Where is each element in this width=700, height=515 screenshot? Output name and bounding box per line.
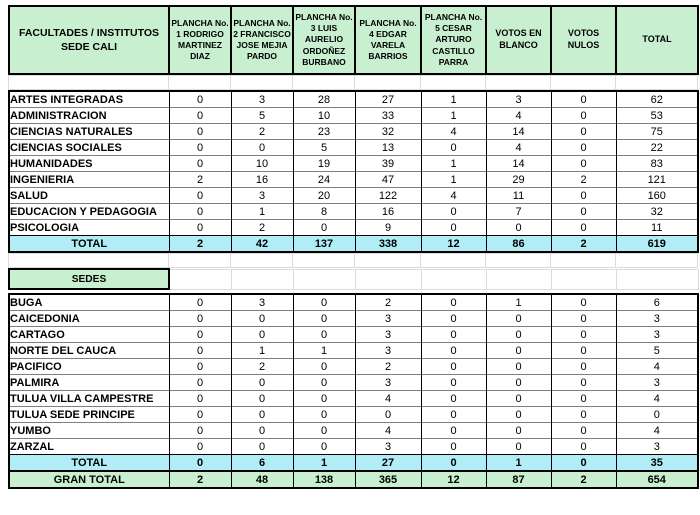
value-cell: 1 — [421, 156, 486, 172]
value-cell: 0 — [231, 423, 293, 439]
value-cell: 53 — [616, 108, 698, 124]
spacer-row — [8, 75, 698, 90]
value-cell: 365 — [355, 471, 421, 488]
column-header-plancha-3: PLANCHA No. 3 LUIS AURELIO ORDOÑEZ BURBANO — [293, 6, 355, 74]
table-row — [9, 156, 698, 172]
value-cell: 32 — [355, 124, 421, 140]
value-cell: 0 — [421, 140, 486, 156]
value-cell: 0 — [293, 407, 355, 423]
value-cell: 2 — [231, 359, 293, 375]
value-cell: 0 — [293, 391, 355, 407]
value-cell: 0 — [169, 439, 231, 455]
value-cell: 0 — [169, 455, 231, 472]
table-row — [9, 188, 698, 204]
value-cell: 62 — [616, 91, 698, 108]
value-cell: 0 — [293, 311, 355, 327]
value-cell: 0 — [169, 156, 231, 172]
value-cell: 8 — [293, 204, 355, 220]
value-cell: 0 — [421, 204, 486, 220]
results-header — [8, 5, 699, 75]
value-cell: 160 — [616, 188, 698, 204]
value-cell: 4 — [616, 391, 698, 407]
value-cell: 0 — [169, 359, 231, 375]
value-cell: 0 — [169, 140, 231, 156]
value-cell: 29 — [486, 172, 551, 188]
value-cell: 0 — [551, 439, 616, 455]
value-cell: 137 — [293, 236, 355, 253]
value-cell: 2 — [355, 294, 421, 311]
value-cell: 0 — [486, 407, 551, 423]
value-cell: 0 — [551, 407, 616, 423]
value-cell: 27 — [355, 455, 421, 472]
value-cell: 0 — [421, 311, 486, 327]
value-cell: 0 — [551, 220, 616, 236]
value-cell: 0 — [169, 391, 231, 407]
value-cell: 0 — [169, 108, 231, 124]
value-cell: 2 — [551, 471, 616, 488]
value-cell: 0 — [421, 294, 486, 311]
value-cell: 0 — [421, 359, 486, 375]
value-cell: 0 — [421, 455, 486, 472]
value-cell: 3 — [231, 188, 293, 204]
value-cell: 1 — [231, 204, 293, 220]
table-row — [9, 108, 698, 124]
row-label: CIENCIAS SOCIALES — [9, 140, 169, 156]
row-label: EDUCACION Y PEDAGOGIA — [9, 204, 169, 220]
value-cell: 48 — [231, 471, 293, 488]
row-label: BUGA — [9, 294, 169, 311]
value-cell: 32 — [616, 204, 698, 220]
column-header-plancha-1: PLANCHA No. 1 RODRIGO MARTINEZ DIAZ — [169, 6, 231, 74]
value-cell: 39 — [355, 156, 421, 172]
table-row — [9, 140, 698, 156]
column-header-plancha-5: PLANCHA No. 5 CESAR ARTURO CASTILLO PARRA — [421, 6, 486, 74]
value-cell: 0 — [231, 327, 293, 343]
value-cell: 47 — [355, 172, 421, 188]
table-row — [9, 439, 698, 455]
value-cell: 0 — [169, 327, 231, 343]
value-cell: 1 — [421, 172, 486, 188]
value-cell: 2 — [551, 236, 616, 253]
value-cell: 2 — [231, 220, 293, 236]
value-cell: 0 — [616, 407, 698, 423]
row-label: YUMBO — [9, 423, 169, 439]
value-cell: 16 — [231, 172, 293, 188]
value-cell: 0 — [551, 455, 616, 472]
value-cell: 87 — [486, 471, 551, 488]
value-cell: 0 — [293, 375, 355, 391]
row-label: PALMIRA — [9, 375, 169, 391]
value-cell: 13 — [355, 140, 421, 156]
table-row — [9, 294, 698, 311]
value-cell: 3 — [486, 91, 551, 108]
value-cell: 0 — [486, 220, 551, 236]
table-row — [9, 91, 698, 108]
value-cell: 0 — [551, 311, 616, 327]
row-label: GRAN TOTAL — [9, 471, 169, 488]
value-cell: 16 — [355, 204, 421, 220]
value-cell: 0 — [169, 407, 231, 423]
value-cell: 86 — [486, 236, 551, 253]
value-cell: 0 — [169, 188, 231, 204]
value-cell: 0 — [169, 311, 231, 327]
value-cell: 27 — [355, 91, 421, 108]
value-cell: 122 — [355, 188, 421, 204]
column-header-votos-nulos: VOTOS NULOS — [551, 6, 616, 74]
value-cell: 3 — [231, 294, 293, 311]
value-cell: 0 — [293, 294, 355, 311]
value-cell: 0 — [486, 359, 551, 375]
value-cell: 0 — [551, 375, 616, 391]
value-cell: 619 — [616, 236, 698, 253]
value-cell: 1 — [293, 343, 355, 359]
value-cell: 5 — [616, 343, 698, 359]
row-label: TOTAL — [9, 236, 169, 253]
row-label: NORTE DEL CAUCA — [9, 343, 169, 359]
value-cell: 1 — [421, 91, 486, 108]
value-cell: 23 — [293, 124, 355, 140]
column-header-facultades: FACULTADES / INSTITUTOS SEDE CALI — [9, 6, 169, 74]
value-cell: 0 — [169, 124, 231, 140]
table-row — [9, 311, 698, 327]
value-cell: 14 — [486, 156, 551, 172]
value-cell: 0 — [486, 343, 551, 359]
row-label: ADMINISTRACION — [9, 108, 169, 124]
value-cell: 4 — [486, 108, 551, 124]
value-cell: 24 — [293, 172, 355, 188]
value-cell: 3 — [616, 375, 698, 391]
value-cell: 4 — [421, 188, 486, 204]
row-label: INGENIERIA — [9, 172, 169, 188]
value-cell: 4 — [486, 140, 551, 156]
value-cell: 654 — [616, 471, 698, 488]
row-label: SALUD — [9, 188, 169, 204]
grand-total-row — [9, 471, 698, 488]
faculties-table — [8, 90, 699, 253]
value-cell: 4 — [616, 359, 698, 375]
table-row — [9, 327, 698, 343]
value-cell: 12 — [421, 471, 486, 488]
value-cell: 0 — [231, 311, 293, 327]
value-cell: 20 — [293, 188, 355, 204]
row-label: TOTAL — [9, 455, 169, 472]
value-cell: 11 — [486, 188, 551, 204]
value-cell: 2 — [231, 124, 293, 140]
value-cell: 3 — [616, 327, 698, 343]
value-cell: 121 — [616, 172, 698, 188]
value-cell: 0 — [421, 439, 486, 455]
column-header-plancha-2: PLANCHA No. 2 FRANCISCO JOSE MEJIA PARDO — [231, 6, 293, 74]
table-row — [9, 391, 698, 407]
value-cell: 33 — [355, 108, 421, 124]
value-cell: 0 — [551, 108, 616, 124]
value-cell: 0 — [231, 439, 293, 455]
value-cell: 0 — [231, 407, 293, 423]
value-cell: 83 — [616, 156, 698, 172]
value-cell: 0 — [421, 423, 486, 439]
value-cell: 28 — [293, 91, 355, 108]
value-cell: 0 — [486, 311, 551, 327]
value-cell: 0 — [231, 391, 293, 407]
sedes-header — [8, 268, 699, 290]
value-cell: 6 — [231, 455, 293, 472]
value-cell: 338 — [355, 236, 421, 253]
value-cell: 0 — [293, 220, 355, 236]
value-cell: 0 — [293, 423, 355, 439]
value-cell: 9 — [355, 220, 421, 236]
value-cell: 0 — [551, 294, 616, 311]
column-header-votos-blanco: VOTOS EN BLANCO — [486, 6, 551, 74]
value-cell: 2 — [169, 236, 231, 253]
value-cell: 3 — [231, 91, 293, 108]
table-row — [9, 343, 698, 359]
value-cell: 138 — [293, 471, 355, 488]
value-cell: 0 — [421, 391, 486, 407]
value-cell: 0 — [421, 327, 486, 343]
value-cell: 0 — [421, 407, 486, 423]
value-cell: 0 — [486, 439, 551, 455]
table-row — [9, 204, 698, 220]
value-cell: 5 — [293, 140, 355, 156]
value-cell: 0 — [231, 140, 293, 156]
value-cell: 1 — [293, 455, 355, 472]
value-cell: 0 — [169, 375, 231, 391]
value-cell: 0 — [169, 294, 231, 311]
value-cell: 14 — [486, 124, 551, 140]
value-cell: 2 — [355, 359, 421, 375]
value-cell: 11 — [616, 220, 698, 236]
value-cell: 0 — [551, 327, 616, 343]
table-row — [9, 407, 698, 423]
value-cell: 12 — [421, 236, 486, 253]
value-cell: 10 — [231, 156, 293, 172]
value-cell: 75 — [616, 124, 698, 140]
value-cell: 0 — [551, 423, 616, 439]
value-cell: 0 — [421, 343, 486, 359]
value-cell: 1 — [421, 108, 486, 124]
value-cell: 2 — [169, 471, 231, 488]
value-cell: 0 — [169, 423, 231, 439]
value-cell: 1 — [486, 455, 551, 472]
value-cell: 0 — [551, 359, 616, 375]
spacer-row — [8, 253, 698, 268]
table-row — [9, 220, 698, 236]
value-cell: 0 — [551, 188, 616, 204]
table-row — [9, 375, 698, 391]
value-cell: 0 — [551, 91, 616, 108]
table-row — [9, 124, 698, 140]
value-cell: 0 — [486, 327, 551, 343]
value-cell: 1 — [231, 343, 293, 359]
total-row — [9, 236, 698, 253]
value-cell: 0 — [421, 220, 486, 236]
value-cell: 0 — [169, 204, 231, 220]
value-cell: 0 — [293, 359, 355, 375]
value-cell: 0 — [551, 204, 616, 220]
table-row — [9, 423, 698, 439]
value-cell: 19 — [293, 156, 355, 172]
value-cell: 0 — [551, 343, 616, 359]
sedes-section-title: SEDES — [9, 269, 169, 289]
total-row — [9, 455, 698, 472]
column-header-plancha-4: PLANCHA No. 4 EDGAR VARELA BARRIOS — [355, 6, 421, 74]
value-cell: 0 — [169, 220, 231, 236]
value-cell: 3 — [616, 439, 698, 455]
row-label: ZARZAL — [9, 439, 169, 455]
value-cell: 35 — [616, 455, 698, 472]
value-cell: 5 — [231, 108, 293, 124]
value-cell: 1 — [486, 294, 551, 311]
value-cell: 2 — [551, 172, 616, 188]
value-cell: 4 — [355, 423, 421, 439]
value-cell: 0 — [486, 391, 551, 407]
value-cell: 4 — [355, 391, 421, 407]
value-cell: 0 — [169, 91, 231, 108]
value-cell: 10 — [293, 108, 355, 124]
table-row — [9, 359, 698, 375]
value-cell: 0 — [231, 375, 293, 391]
row-label: TULUA VILLA CAMPESTRE — [9, 391, 169, 407]
row-label: HUMANIDADES — [9, 156, 169, 172]
value-cell: 7 — [486, 204, 551, 220]
value-cell: 3 — [355, 311, 421, 327]
column-header-total: TOTAL — [616, 6, 698, 74]
value-cell: 0 — [551, 391, 616, 407]
header-row — [9, 6, 698, 74]
table-row — [9, 172, 698, 188]
value-cell: 3 — [616, 311, 698, 327]
value-cell: 3 — [355, 375, 421, 391]
value-cell: 3 — [355, 327, 421, 343]
value-cell: 4 — [421, 124, 486, 140]
value-cell: 3 — [355, 439, 421, 455]
row-label: TULUA SEDE PRINCIPE — [9, 407, 169, 423]
value-cell: 6 — [616, 294, 698, 311]
results-sheet — [8, 5, 697, 489]
row-label: CARTAGO — [9, 327, 169, 343]
value-cell: 0 — [551, 156, 616, 172]
value-cell: 0 — [486, 423, 551, 439]
value-cell: 0 — [169, 343, 231, 359]
row-label: CIENCIAS NATURALES — [9, 124, 169, 140]
value-cell: 0 — [293, 439, 355, 455]
row-label: CAICEDONIA — [9, 311, 169, 327]
value-cell: 0 — [355, 407, 421, 423]
sedes-table — [8, 293, 699, 489]
value-cell: 0 — [486, 375, 551, 391]
value-cell: 4 — [616, 423, 698, 439]
value-cell: 0 — [551, 124, 616, 140]
value-cell: 0 — [421, 375, 486, 391]
value-cell: 3 — [355, 343, 421, 359]
value-cell: 22 — [616, 140, 698, 156]
value-cell: 0 — [551, 140, 616, 156]
value-cell: 42 — [231, 236, 293, 253]
value-cell: 2 — [169, 172, 231, 188]
row-label: PSICOLOGIA — [9, 220, 169, 236]
row-label: ARTES INTEGRADAS — [9, 91, 169, 108]
row-label: PACIFICO — [9, 359, 169, 375]
value-cell: 0 — [293, 327, 355, 343]
